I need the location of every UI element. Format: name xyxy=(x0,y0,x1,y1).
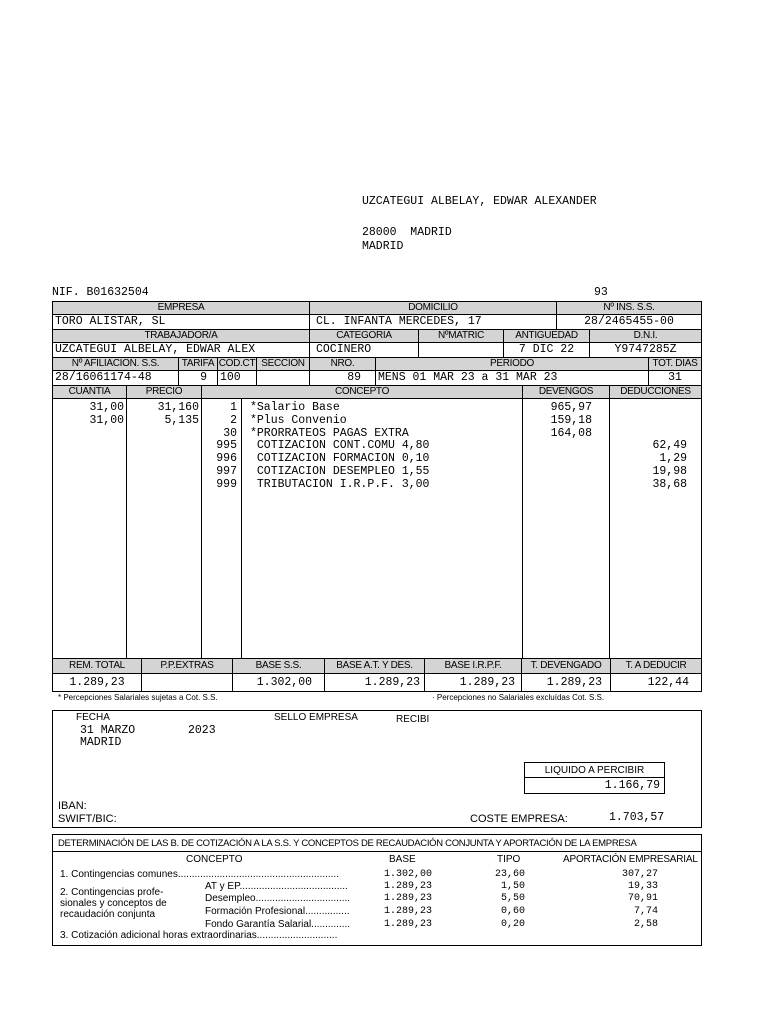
worker-affiliation: 28/16061174-48 xyxy=(52,370,179,386)
col-aportacion: APORTACIÓN EMPRESARIAL xyxy=(563,854,698,865)
note-no-salariales: · Percepciones no Salariales excluídas Cot. S.S. xyxy=(432,693,605,702)
header-ins-ss: Nº INS. S.S. xyxy=(556,301,702,315)
worker-category: COCINERO xyxy=(309,342,419,358)
header-devengos: DEVENGOS xyxy=(522,385,610,399)
header-base-irpf: BASE I.R.P.F. xyxy=(424,658,522,674)
header-t-devengado: T. DEVENGADO xyxy=(521,658,611,674)
contrib-tipo: 5,50 xyxy=(500,893,525,904)
header-trabajador: TRABAJADOR/A xyxy=(52,329,310,343)
col-concepto: CONCEPTO xyxy=(186,854,243,865)
header-nmatric: NºMATRIC xyxy=(418,329,504,343)
item-cuantia: 31,00 xyxy=(89,413,124,427)
item-precio: 5,135 xyxy=(164,413,199,427)
item-code: 995 xyxy=(216,439,237,453)
header-t-deducir: T. A DEDUCIR xyxy=(610,658,702,674)
company-ins-ss: 28/2465455-00 xyxy=(556,314,702,330)
worker-nro: 89 xyxy=(309,370,376,386)
col-base: BASE xyxy=(389,854,416,865)
contrib-aportacion: 7,74 xyxy=(633,906,658,917)
company-name: TORO ALISTAR, SL xyxy=(52,314,310,330)
sub-at-ep: AT y EP....................................... xyxy=(205,881,348,892)
swift-label: SWIFT/BIC: xyxy=(58,813,117,825)
contrib-tipo: 1,50 xyxy=(500,881,525,892)
worker-seccion xyxy=(256,370,310,386)
item-concept: COTIZACION CONT.COMU 4,80 xyxy=(250,439,430,453)
worker-tarifa: 9 xyxy=(178,370,218,386)
item-code: 996 xyxy=(216,452,237,466)
item-concept: COTIZACION DESEMPLEO 1,55 xyxy=(250,465,430,478)
item-deduccion: 1,29 xyxy=(659,452,687,466)
item-devengo: 159,18 xyxy=(550,413,592,427)
header-base-at: BASE A.T. Y DES. xyxy=(324,658,425,674)
worker-period: MENS 01 MAR 23 a 31 MAR 23 xyxy=(375,370,649,386)
worker-dni: Y9747285Z xyxy=(589,342,702,358)
page-code: 93 xyxy=(594,286,608,299)
item-deduccion: 38,68 xyxy=(652,477,687,491)
recipient-postal-city: 28000 MADRID xyxy=(362,226,452,239)
item-concept: *Plus Convenio xyxy=(250,413,347,427)
header-pp-extras: P.P.EXTRAS xyxy=(141,658,233,674)
header-totdias: TOT. DIAS xyxy=(648,357,702,371)
item-deduccion: 62,49 xyxy=(652,439,687,453)
contrib-aportacion: 2,58 xyxy=(633,919,658,930)
header-tarifa: TARIFA xyxy=(178,357,218,371)
row-contingencias-prof-b: sionales y conceptos de xyxy=(60,898,167,909)
row-contingencias-prof-c: recaudación conjunta xyxy=(60,909,156,920)
sub-fondo-garantia: Fondo Garantía Salarial.............. xyxy=(205,919,351,930)
total-base-irpf: 1.289,23 xyxy=(424,673,522,692)
contrib-tipo: 0,20 xyxy=(500,919,525,930)
item-cuantia: 31,00 xyxy=(89,401,124,414)
item-deduccion: 19,98 xyxy=(652,465,687,478)
total-rem: 1.289,23 xyxy=(52,673,142,692)
item-devengo: 965,97 xyxy=(550,401,592,414)
header-domicilio: DOMICILIO xyxy=(309,301,557,315)
total-devengado: 1.289,23 xyxy=(521,673,611,692)
worker-codct: 100 xyxy=(217,370,257,386)
fecha-label: FECHA xyxy=(76,712,110,723)
header-seccion: SECCION xyxy=(256,357,310,371)
item-code: 999 xyxy=(216,477,237,491)
total-a-deducir: 122,44 xyxy=(610,673,702,692)
header-precio: PRECIO xyxy=(126,385,202,399)
contrib-aportacion: 307,27 xyxy=(621,869,658,880)
contrib-base: 1.289,23 xyxy=(383,919,432,930)
item-code: 2 xyxy=(230,413,237,427)
note-salariales: * Percepciones Salariales sujetas a Cot. S.S. xyxy=(58,693,218,702)
contrib-base: 1.289,23 xyxy=(383,893,432,904)
sub-formacion: Formación Profesional................ xyxy=(205,906,350,917)
contrib-base: 1.289,23 xyxy=(383,906,432,917)
contrib-aportacion: 70,91 xyxy=(627,893,658,904)
company-nif: NIF. B01632504 xyxy=(52,286,149,299)
sub-desempleo: Desempleo.................................. xyxy=(205,893,351,904)
total-pp-extras xyxy=(141,673,233,692)
header-rem-total: REM. TOTAL xyxy=(52,658,142,674)
total-base-ss: 1.302,00 xyxy=(232,673,325,692)
contrib-tipo: 0,60 xyxy=(500,906,525,917)
header-categoria: CATEGORIA xyxy=(309,329,419,343)
item-concept: COTIZACION FORMACION 0,10 xyxy=(250,452,430,466)
worker-matric xyxy=(418,342,504,358)
header-periodo: PERIODO xyxy=(375,357,649,371)
iban-label: IBAN: xyxy=(58,800,87,812)
header-codct: COD.CT xyxy=(218,358,256,369)
sello-label: SELLO EMPRESA xyxy=(274,712,358,723)
item-code: 997 xyxy=(216,465,237,478)
row-contingencias-comunes: 1. Contingencias comunes.......................................................... xyxy=(60,869,339,880)
contributions-title: DETERMINACIÓN DE LAS B. DE COTIZACIÓN A LA S.S. Y CONCEPTOS DE RECAUDACIÓN CONJUNTA Y APORTACIÓN DE LA EMPRESA xyxy=(58,838,637,849)
worker-total-days: 31 xyxy=(648,370,702,386)
worker-seniority: 7 DIC 22 xyxy=(503,342,590,358)
contrib-aportacion: 19,33 xyxy=(627,881,658,892)
header-deducciones: DEDUCCIONES xyxy=(609,385,702,399)
header-empresa: EMPRESA xyxy=(52,301,310,315)
coste-amount: 1.703,57 xyxy=(609,811,665,824)
item-code: 30 xyxy=(223,426,237,440)
header-base-ss: BASE S.S. xyxy=(232,658,325,674)
header-cuantia: CUANTIA xyxy=(52,385,127,399)
receipt-city: MADRID xyxy=(80,736,122,749)
recipient-province: MADRID xyxy=(362,240,404,253)
item-concept: *Salario Base xyxy=(250,401,340,414)
header-nro: NRO. xyxy=(309,357,376,371)
contrib-tipo: 23,60 xyxy=(494,869,525,880)
worker-name: UZCATEGUI ALBELAY, EDWAR ALEX xyxy=(52,342,310,358)
item-concept: *PRORRATEOS PAGAS EXTRA xyxy=(250,426,409,440)
company-address: CL. INFANTA MERCEDES, 17 xyxy=(309,314,557,330)
header-dni: D.N.I. xyxy=(589,329,702,343)
total-base-at: 1.289,23 xyxy=(324,673,425,692)
contrib-base: 1.289,23 xyxy=(383,881,432,892)
col-tipo: TIPO xyxy=(497,854,521,865)
liquido-amount: 1.166,79 xyxy=(604,779,660,792)
row-horas-extra: 3. Cotización adicional horas extraordinarias............................. xyxy=(60,930,338,941)
item-code: 1 xyxy=(230,401,237,414)
header-concepto: CONCEPTO xyxy=(201,385,523,399)
receipt-year: 2023 xyxy=(188,724,216,737)
liquido-label: LIQUIDO A PERCIBIR xyxy=(544,765,645,776)
item-devengo: 164,08 xyxy=(550,426,592,440)
receipt-date: 31 MARZO xyxy=(80,724,136,737)
coste-label: COSTE EMPRESA: xyxy=(470,813,568,825)
recipient-name: UZCATEGUI ALBELAY, EDWAR ALEXANDER xyxy=(362,195,597,208)
header-antiguedad: ANTIGUEDAD xyxy=(503,329,590,343)
item-precio: 31,160 xyxy=(157,401,199,414)
header-afiliacion: Nº AFILIACION. S.S. xyxy=(52,357,179,371)
contrib-base: 1.302,00 xyxy=(383,869,432,880)
recibi-label: RECIBI xyxy=(396,714,430,725)
item-concept: TRIBUTACION I.R.P.F. 3,00 xyxy=(250,477,430,491)
row-contingencias-prof-a: 2. Contingencias profe- xyxy=(60,887,164,898)
